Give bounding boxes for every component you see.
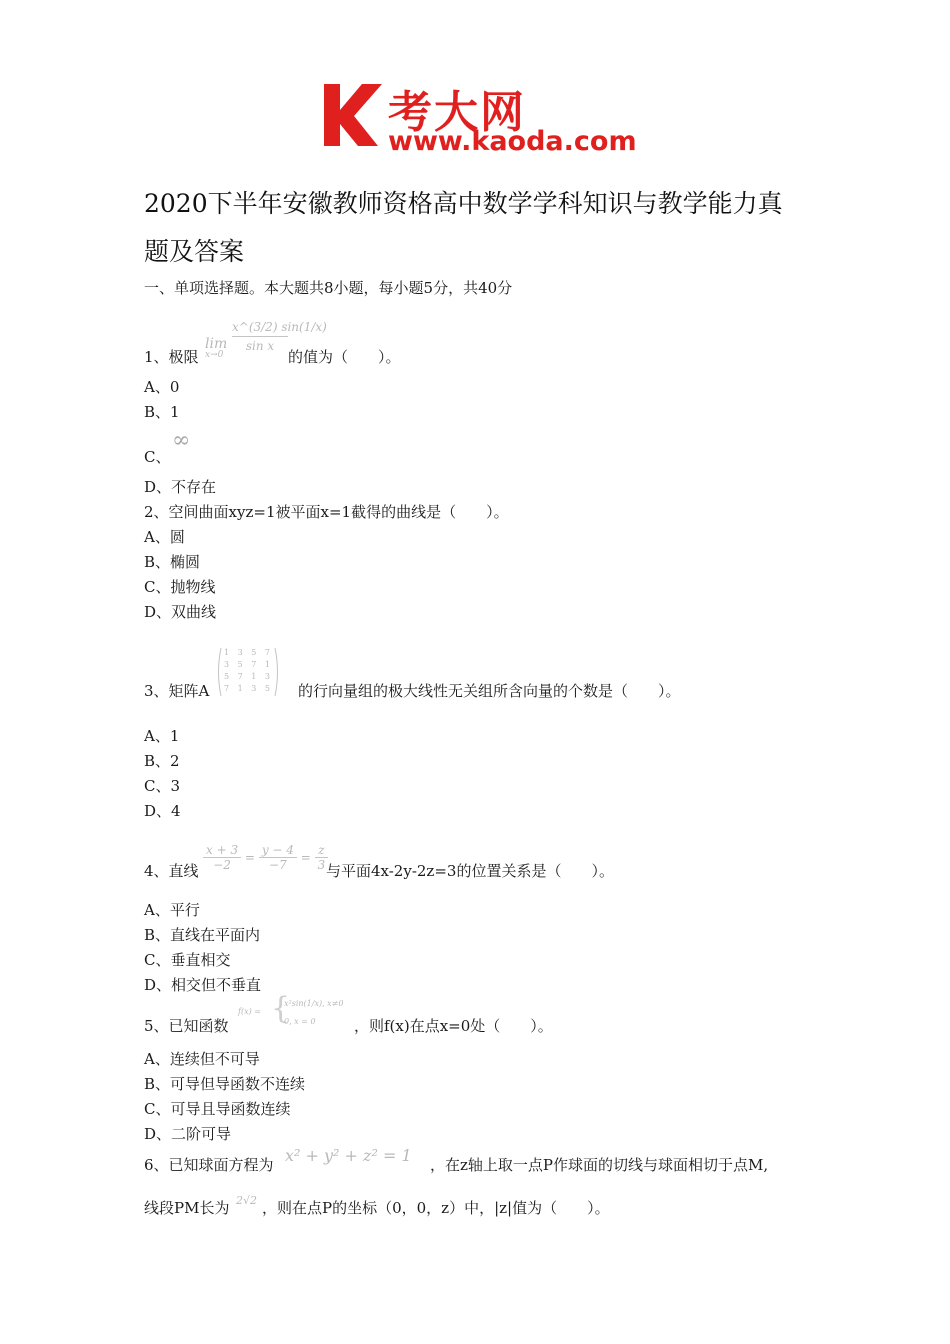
q6-line2-suffix: ，则在点P的坐标（0，0，z）中，|z|值为（ ）。 <box>262 1199 610 1217</box>
q1-suffix: 的值为（ ）。 <box>288 348 401 366</box>
q4-prefix: 4、直线 <box>144 862 199 880</box>
q4-eq-2: = <box>300 850 311 865</box>
q4-f1-den: −2 <box>213 858 231 872</box>
site-logo[interactable] <box>318 80 648 160</box>
q3-option-d: D、4 <box>144 802 181 820</box>
q4-f2-num: y − 4 <box>259 843 297 858</box>
q5-case-1: x²sin(1/x), x≠0 <box>284 999 344 1008</box>
logo-title: 考大网 <box>388 87 526 138</box>
q4-option-a: A、平行 <box>144 901 200 919</box>
q4-option-c: C、垂直相交 <box>144 951 231 969</box>
q5-option-d: D、二阶可导 <box>144 1125 232 1143</box>
document-title-line2: 题及答案 <box>144 237 245 266</box>
q4-option-b: B、直线在平面内 <box>144 926 261 944</box>
infinity-symbol: ∞ <box>172 428 191 453</box>
q3-option-c: C、3 <box>144 777 181 795</box>
q4-eq-1: = <box>244 850 255 865</box>
q6-line2-prefix: 线段PM长为 <box>144 1199 230 1217</box>
q4-line-equation <box>203 843 328 872</box>
matrix-row: 7 1 3 5 <box>224 684 273 693</box>
lim-sub: x→0 <box>205 350 224 360</box>
q5-suffix: ，则f(x)在点x=0处（ ）。 <box>354 1017 553 1035</box>
document-title-line1: 2020下半年安徽教师资格高中数学学科知识与教学能力真 <box>144 189 783 218</box>
matrix-row: 1 3 5 7 <box>224 648 273 657</box>
q2-option-a: A、圆 <box>144 528 185 546</box>
q3-matrix <box>215 646 281 698</box>
q4-f1-num: x + 3 <box>203 843 241 858</box>
q2-option-d: D、双曲线 <box>144 603 217 621</box>
section-heading: 一、单项选择题。本大题共8小题，每小题5分，共40分 <box>144 279 513 297</box>
q4-option-d: D、相交但不垂直 <box>144 976 262 994</box>
q1-option-c: C、 <box>144 448 171 466</box>
logo-url: www.kaoda.com <box>388 126 637 157</box>
q6-sphere-equation: x² + y² + z² = 1 <box>285 1146 412 1165</box>
matrix-row: 3 5 7 1 <box>224 660 273 669</box>
q5-prefix: 5、已知函数 <box>144 1017 229 1035</box>
q1-option-d: D、不存在 <box>144 478 217 496</box>
q1-prefix: 1、极限 <box>144 348 199 366</box>
matrix-row: 5 7 1 3 <box>224 672 273 681</box>
q1-fraction <box>232 320 327 353</box>
q4-f2-den: −7 <box>269 858 287 872</box>
q6-length-value: 2√2 <box>236 1194 258 1207</box>
q1-option-a: A、0 <box>144 378 180 396</box>
q5-option-a: A、连续但不可导 <box>144 1050 260 1068</box>
q5-option-c: C、可导且导函数连续 <box>144 1100 291 1118</box>
q6-suffix: ，在z轴上取一点P作球面的切线与球面相切于点M, <box>430 1156 769 1174</box>
q2-option-b: B、椭圆 <box>144 553 201 571</box>
q5-option-b: B、可导但导函数不连续 <box>144 1075 306 1093</box>
q4-fraction-1 <box>203 843 241 872</box>
q6-prefix: 6、已知球面方程为 <box>144 1156 274 1174</box>
q5-case-2: 0, x = 0 <box>284 1017 316 1026</box>
q3-suffix: 的行向量组的极大线性无关组所含向量的个数是（ ）。 <box>298 682 681 700</box>
q4-suffix: 与平面4x-2y-2z=3的位置关系是（ ）。 <box>326 862 614 880</box>
q4-f3-num: z <box>315 843 329 858</box>
q4-fraction-2 <box>259 843 297 872</box>
q2-stem: 2、空间曲面xyz=1被平面x=1截得的曲线是（ ）。 <box>144 503 509 521</box>
q1-numerator: x^(3/2) sin(1/x) <box>232 320 288 337</box>
q5-lhs: f(x) = <box>238 1007 261 1016</box>
q3-option-a: A、1 <box>144 727 180 745</box>
lim-symbol: lim <box>205 336 228 352</box>
q1-option-b: B、1 <box>144 403 180 421</box>
q1-denominator: sin x <box>245 339 275 353</box>
q4-f3-den: 3 <box>317 858 326 872</box>
k-logo-icon <box>318 80 386 150</box>
brace-icon: { <box>271 991 291 1026</box>
q3-prefix: 3、矩阵A <box>144 682 210 700</box>
q2-option-c: C、抛物线 <box>144 578 216 596</box>
q3-option-b: B、2 <box>144 752 180 770</box>
